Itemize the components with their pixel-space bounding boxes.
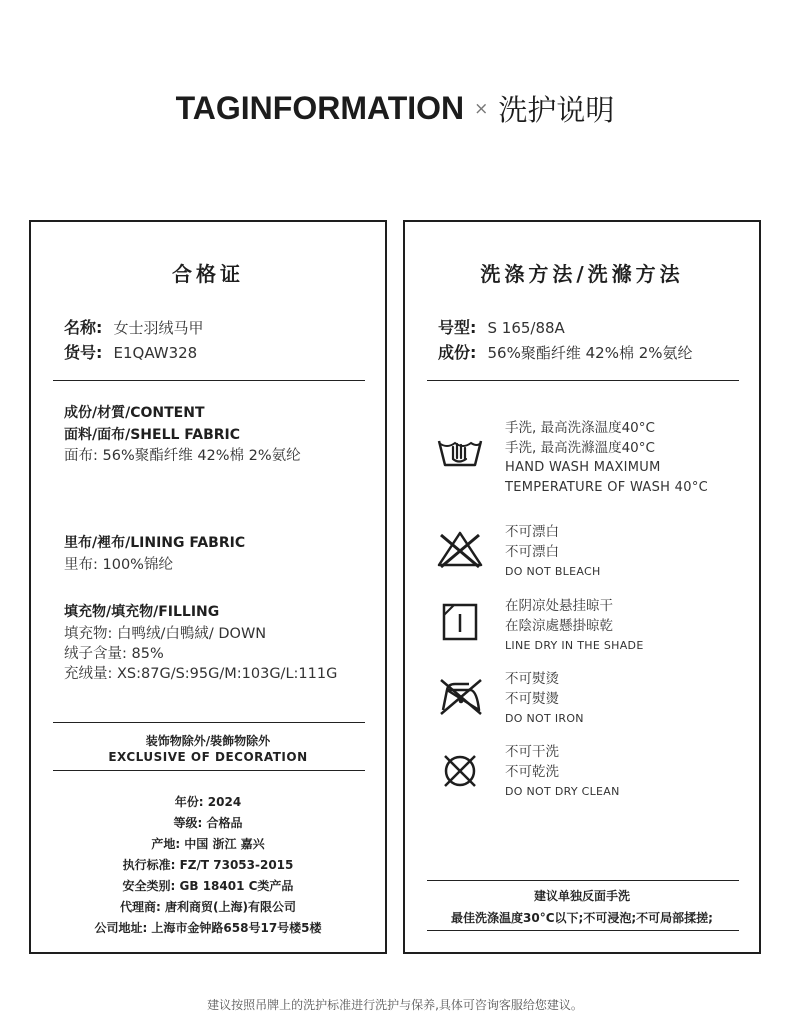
care-line: 不可漂白 (505, 524, 559, 540)
content-heading: 成份/材質/CONTENT (64, 405, 205, 421)
title-english: TAGINFORMATION (175, 90, 465, 126)
care-line: 不可熨烫 (505, 671, 559, 687)
care-line: HAND WASH MAXIMUM (505, 460, 661, 475)
lining-fabric-value: 里布: 100%锦纶 (64, 557, 173, 573)
lining-fabric-heading: 里布/裡布/LINING FABRIC (64, 535, 246, 551)
exclusive-en: EXCLUSIVE OF DECORATION (108, 750, 308, 764)
care-line: DO NOT BLEACH (505, 565, 601, 578)
line-dry-shade-icon (435, 602, 485, 642)
certificate-title: 合格证 (172, 262, 244, 286)
divider (53, 770, 365, 771)
hand-wash-icon (435, 433, 485, 473)
care-line: DO NOT DRY CLEAN (505, 785, 620, 798)
info-line: 年份: 2024 (174, 795, 242, 809)
care-line: 不可乾洗 (505, 764, 559, 780)
washing-title: 洗涤方法/洗滌方法 (480, 262, 684, 286)
item-number-value: E1QAW328 (113, 344, 198, 362)
care-line: 不可漂白 (505, 544, 559, 560)
care-line: 在陰涼處懸掛晾乾 (505, 618, 613, 634)
size-value: S 165/88A (487, 319, 565, 337)
no-bleach-icon (435, 529, 485, 569)
item-number-label: 货号: (64, 343, 103, 362)
filling-line: 绒子含量: 85% (64, 646, 164, 662)
info-line: 代理商: 唐利商贸(上海)有限公司 (120, 900, 296, 914)
filling-heading: 填充物/填充物/FILLING (64, 604, 220, 620)
shell-fabric-heading: 面料/面布/SHELL FABRIC (64, 427, 241, 443)
no-dry-clean-text (505, 742, 620, 802)
divider (427, 930, 739, 931)
divider (53, 380, 365, 381)
care-line: DO NOT IRON (505, 712, 584, 725)
product-name-value: 女士羽绒马甲 (113, 319, 204, 337)
no-iron-text (505, 669, 584, 729)
composition-row (438, 340, 693, 363)
info-line: 安全类别: GB 18401 C类产品 (122, 879, 294, 893)
exclusive-zh: 装饰物除外/裝飾物除外 (145, 734, 271, 748)
no-dry-clean-icon (435, 751, 485, 791)
info-line: 等级: 合格品 (173, 816, 243, 830)
composition-label: 成份: (438, 343, 477, 362)
care-line: 在阴凉处悬挂晾干 (505, 598, 613, 614)
size-row (438, 315, 565, 338)
wash-notice: 建议单独反面手洗 (533, 889, 630, 903)
footer-note: 建议按照吊牌上的洗护标准进行洗护与保养,具体可咨询客服给您建议。 (207, 998, 583, 1012)
divider (427, 880, 739, 881)
divider (53, 722, 365, 723)
certificate-panel (29, 220, 387, 954)
washing-panel (403, 220, 761, 954)
divider (427, 380, 739, 381)
filling-line: 填充物: 白鸭绒/白鴨絨/ DOWN (64, 626, 267, 642)
info-line: 执行标准: FZ/T 73053-2015 (122, 858, 294, 872)
care-line: LINE DRY IN THE SHADE (505, 639, 644, 652)
item-number-row (64, 340, 197, 363)
page-title (0, 88, 790, 129)
care-line: TEMPERATURE OF WASH 40°C (505, 480, 709, 495)
care-line: 不可熨燙 (505, 691, 559, 707)
product-name-label: 名称: (64, 318, 103, 337)
size-label: 号型: (438, 318, 477, 337)
no-bleach-text (505, 522, 601, 582)
info-line: 产地: 中国 浙江 嘉兴 (151, 837, 265, 851)
hand-wash-text (505, 418, 708, 498)
info-line: 公司地址: 上海市金钟路658号17号楼5楼 (94, 921, 322, 935)
shell-fabric-value: 面布: 56%聚酯纤维 42%棉 2%氨纶 (64, 448, 301, 464)
care-line: 不可干洗 (505, 744, 559, 760)
title-chinese: 洗护说明 (498, 93, 615, 127)
composition-value: 56%聚酯纤维 42%棉 2%氨纶 (487, 344, 693, 362)
wash-notice: 最佳洗涤温度30°C以下;不可浸泡;不可局部揉搓; (451, 911, 713, 925)
title-separator: × (474, 98, 489, 119)
product-name-row (64, 315, 204, 338)
filling-line: 充绒量: XS:87G/S:95G/M:103G/L:111G (64, 666, 338, 682)
line-dry-text (505, 596, 644, 656)
care-line: 手洗, 最高洗涤温度40°C (505, 420, 655, 436)
care-line: 手洗, 最高洗滌溫度40°C (505, 440, 655, 456)
no-iron-icon (435, 676, 485, 716)
